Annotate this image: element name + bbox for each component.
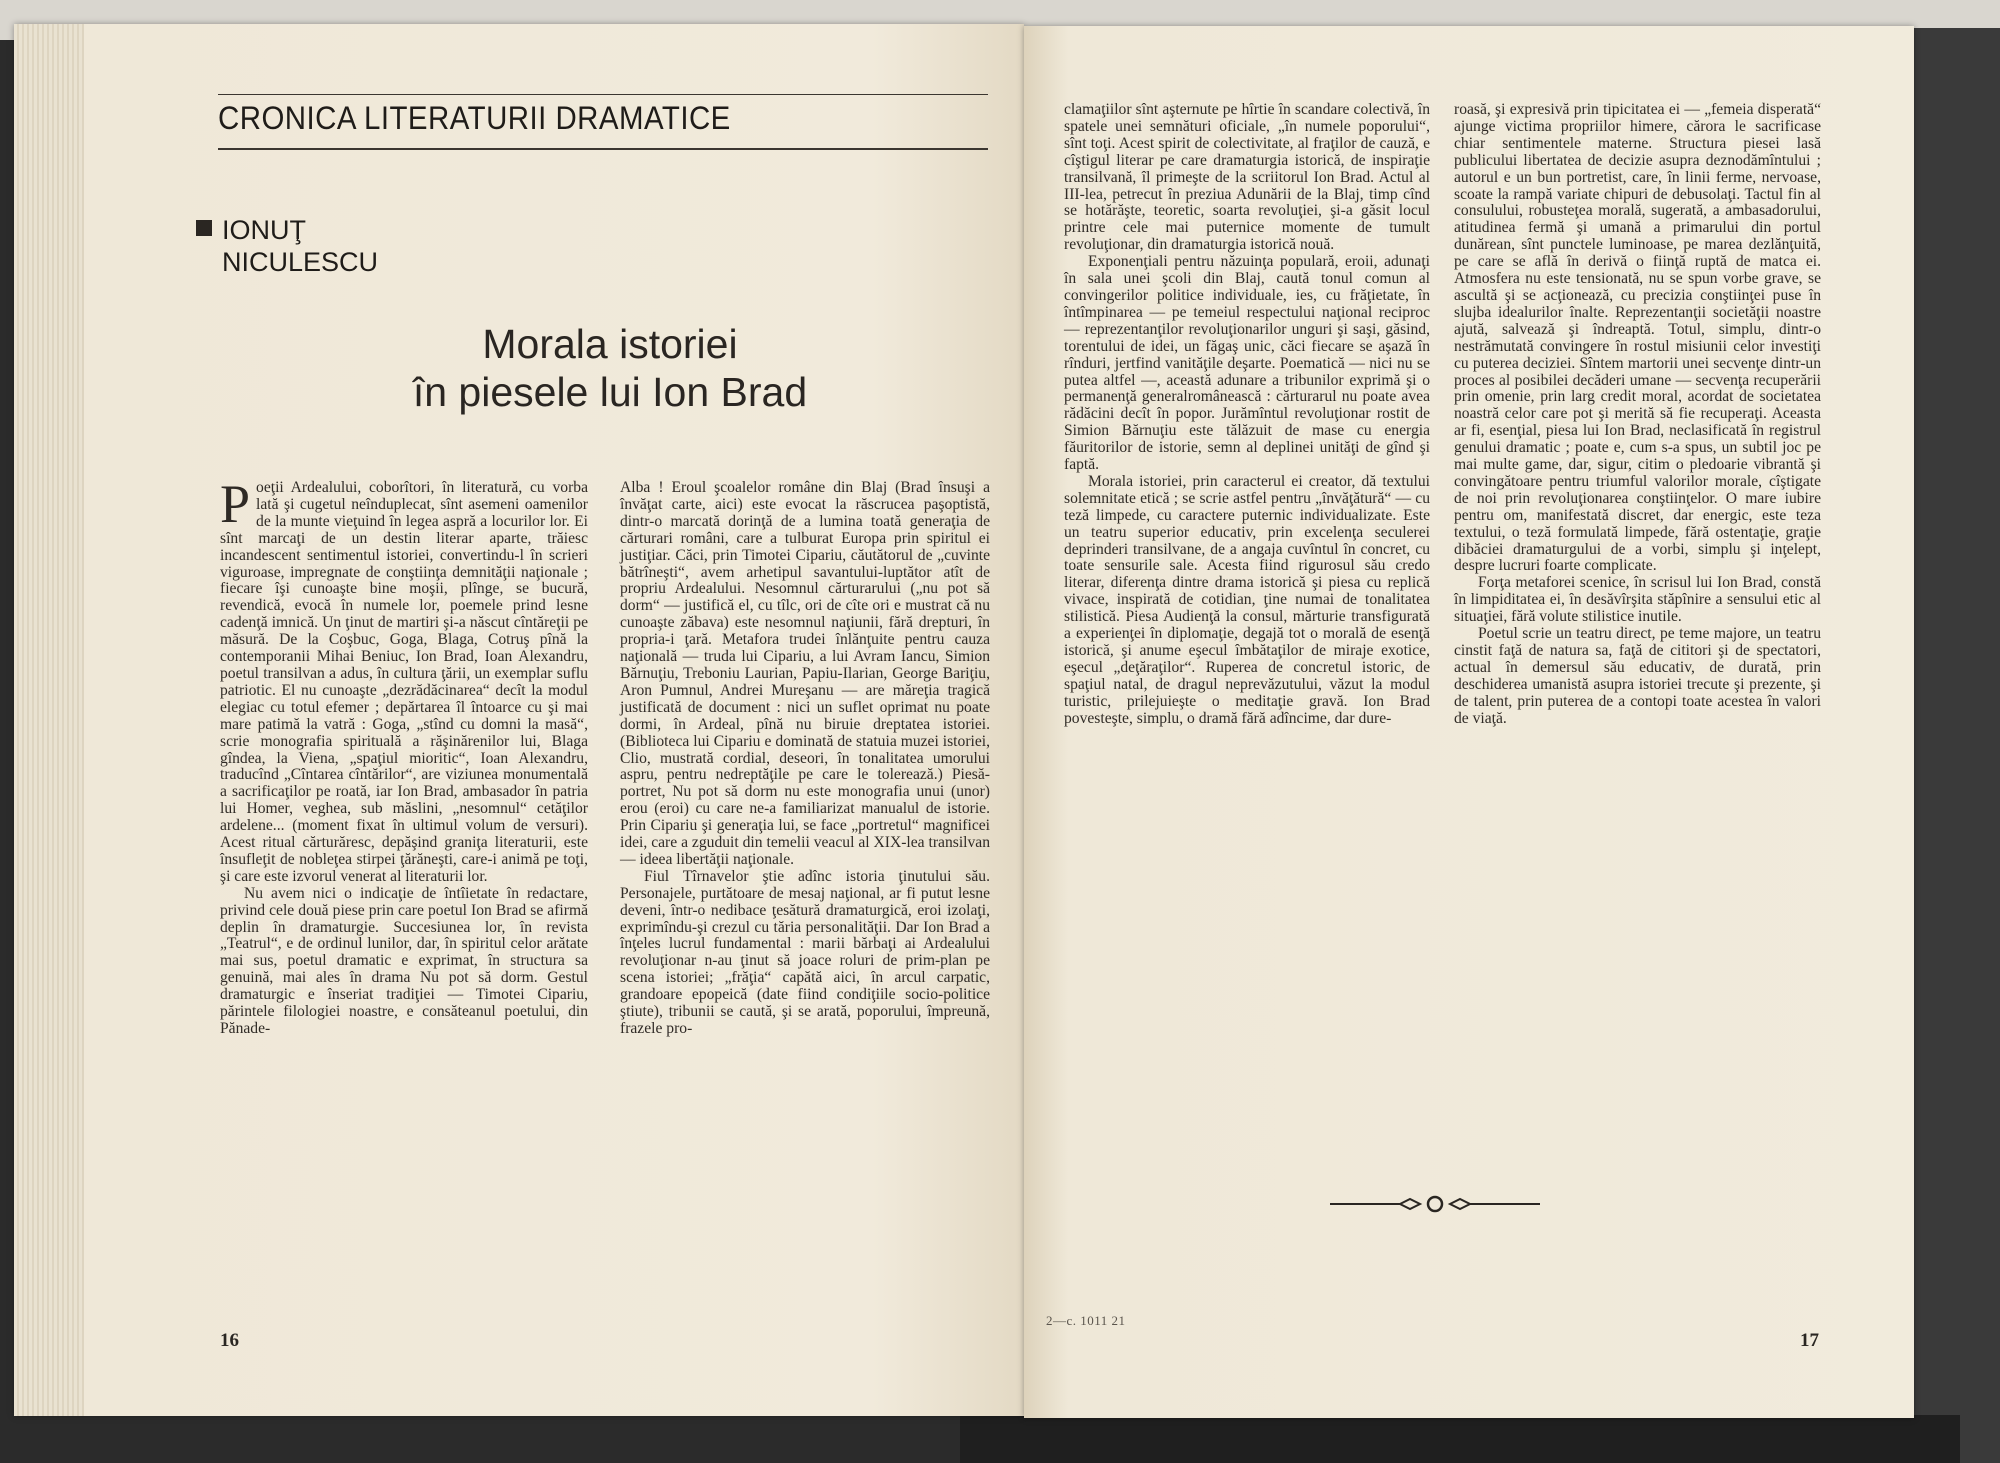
paragraph: clamaţiilor sînt aşternute pe hîrtie în scandare colectivă, în spatele unei semnături oficiale, „în numele poporului“, sînt toţi. Acest spirit de colectivitate, al fraţilor de cauză, e cîştigul literar pe care dramaturgia istorică, de inspiraţie transilvană, îl primeşte de la scriitorul Ion Brad. Actul al III-lea, petrecut în preziua Adunării de la Blaj, timp cînd se hotărăşte, teoretic, soarta revoluţiei, şi-a găsit locul printre cele mai puternice momente de tumult revoluţionar, din dramaturgia istorică nouă. [1064, 101, 1430, 254]
book-cover-edge [1900, 28, 2000, 1463]
paragraph: Morala istoriei, prin caracterul ei creator, dă textului solemnitate etică ; se scrie astfel pentru „învăţătură“ — cu teză limpede, cu caractere puternic individualizate. Este un teatru superior educativ, prin excelenţa seculerei deprinderi transilvane, de a angaja cuvîntul în concret, cu toate sensurile sale. Acesta fiind rigurosul său credo literar, diferenţa dintre drama istorică şi piesa cu replică vivace, inspirată de cotidian, ţine numai de tonalitatea stilistică. Piesa Audienţă la consul, mărturie transfigurată a experienţei în diplomaţie, degajă tot o morală de esenţă istorică, şi anume eşecul îmbătaţilor de miraje exotice, eşecul „deţăraţilor“. Ruperea de concretul istoric, de spaţiul natal, de dragul neprevăzutului, văzut la modul turistic, prilejuieşte o meditaţie gravă. Ion Brad povesteşte, simplu, o dramă fără adîncime, dar dure- [1064, 472, 1430, 727]
drop-cap: P [220, 474, 251, 534]
author-first-name: IONUŢ [222, 215, 306, 245]
paragraph: roasă, şi expresivă prin tipicitatea ei — „femeia disperată“ ajunge victima propriilor himere, cărora le sacrificase chiar sentimentele materne. Structura piesei lasă publicului libertatea de decizie asupra deznodămîntului ; autorul e un bun portretist, care, în linii ferme, nervoase, scoate la rampă variate chipuri de debusolaţi. Tactul fin al consulului, robusteţea morală, sugerată, a ambasadorului, atitudinea fermă şi umană a primarului din portul dunărean, sînt punctele luminoase, pe marea dezlănţuită, pe care se află în derivă o fiinţă ruptă de matca ei. Atmosfera nu este tensionată, nu se spun vorbe grave, se ascultă şi se acţionează, cu precizia conştiinţei puse în slujba idealurilor înalte. Reprezentanţii societăţii noastre ajută, salvează şi îndreaptă. Totul, simplu, dintr-o nestrămutată convingere în rostul misiunii celor investiţi cu puterea deciziei. Sîntem martorii unei secvenţe dintr-un proces al posibilei decăderi umane — secvenţa recuperării prin omenie, prin larg credit moral, acordat de societatea noastră celor care pot şi merită să fie recuperaţi. Aceasta ar fi, esenţial, piesa lui Ion Brad, neclasificată în registrul genului dramatic ; poate e, cum s-a spus, un subtil joc pe mai multe game, dar, sigur, citim o pledoarie vibrantă şi convingătoare pentru triumful valorilor morale, cîştigate de noi prin revoluţionarea conştiinţelor. O mare iubire pentru om, manifestată discret, dar energic, este teza textului, o teză formulată limpede, fără ostentaţie, graţie dibăciei dramaturgului de a vorbi, simplu şi inţelept, despre lucruri foarte complicate. [1454, 101, 1821, 575]
section-title: CRONICA LITERATURII DRAMATICE [218, 100, 731, 136]
author-bullet-icon [196, 220, 212, 236]
page-number-left: 16 [220, 1330, 239, 1351]
right-column-2 [1454, 102, 1821, 728]
left-column-1 [220, 474, 588, 1038]
article-title-line2: în piesele lui Ion Brad [412, 369, 808, 415]
left-column-2 [620, 480, 990, 1038]
paragraph: Nu avem nici o indicaţie de întîietate în redactare, privind cele două piese prin care poetul Ion Brad se afirmă deplin în dramaturgie. Succesiunea lor, în revista „Teatrul“, e de ordinul lunilor, dar, în spiritul celor arătate mai sus, poetul dramatic e exprimat, în structura sa genuină, mai ales în drama Nu pot să dorm. Gestul dramaturgic e înseriat tradiţiei — Timotei Cipariu, părintele filologiei noastre, e consăteanul poetului, din Pănade- [220, 884, 588, 1037]
paragraph: Exponenţiali pentru năzuinţa populară, eroii, adunaţi în sala unei şcoli din Blaj, caută tonul comun al convingerilor politice individuale, ies, cu frăţietate, în întîmpinarea — pe temeiul respectului naţional reciproc — reprezentanţilor revoluţionarilor unguri şi saşi, găsind, torentului de idei, un făgaş unic, căci fiecare se aşază în rînduri, jertfind vanităţile deşarte. Poematică — nici nu se putea altfel —, această adunare a tribunilor exprimă şi o permanenţă generalromânească : cărturarul nu poate avea rădăcini decît în popor. Jurămîntul revoluţionar rostit de Simion Bărnuţiu este tălăzuit de mase cu energia făuritorilor de istorie, semn al deplinei unităţi de gînd şi faptă. [1064, 253, 1430, 474]
page-stack-edge [14, 24, 84, 1416]
printer-code: 2—c. 1011 21 [1046, 1313, 1126, 1328]
paragraph: Forţa metaforei scenice, în scrisul lui Ion Brad, constă în limpiditatea ei, în desăvîrşita stăpînire a sensului etic al situaţiei, fără volute stilistice inutile. [1454, 574, 1821, 626]
paragraph: Fiul Tîrnavelor ştie adînc istoria ţinutului său. Personajele, purtătoare de mesaj naţional, ar fi putut lesne deveni, într-o nedibace ţesătură dramaturgică, eroi izolaţi, exprimîndu-şi crezul cu tăria personalităţii. Dar Ion Brad a înţeles lucrul fundamental : marii bărbaţi ai Ardealului revoluţionar n-au ţinut să joace roluri de prim-plan pe scena istoriei; „frăţia“ capătă aici, în arcul carpatic, grandoare epopeică (date fiind condiţiile socio-politice ştiute), tribunii se caută, şi se arată, poporului, împreună, frazele pro- [620, 867, 990, 1037]
author-last-name: NICULESCU [222, 247, 379, 277]
article-title [380, 320, 840, 416]
author-name [222, 214, 378, 278]
paragraph: Poeţii Ardealului, coborîtori, în literatură, cu vorba lată şi cugetul neînduplecat, sînt asemeni oamenilor de la munte vieţuind în legea aspră a locurilor lor. Ei sînt marcaţi de un destin literar aparte, trăiesc incandescent sentimentul istoriei, convertindu-l în scrieri viguroase, impregnate de conştiinţa demnităţii naţionale ; fiecare îşi cunoaşte bine moşii, plînge, se bucură, revendică, evocă în numele lor, poemele prind lesne cadenţă imnică. Un ţinut de martiri şi-a născut cîntăreţii pe măsură. De la Coşbuc, Goga, Blaga, Cotruş pînă la contemporanii Mihai Beniuc, Ion Brad, Ioan Alexandru, poetul transilvan a adus, în cultura ţării, un exemplar suflu patriotic. El nu cunoaşte „dezrădăcinarea“ decît la modul elegiac cu totul efemer ; depărtarea îl întoarce cu şi mai mare patimă la vatră : Goga, „stînd cu domni la masă“, scrie monografia spirituală a răşinărenilor lui, Blaga gîndea, la Viena, „spaţiul mioritic“, Ioan Alexandru, traducînd „Cîntarea cîntărilor“, are viziunea monumentală a sacrificaţilor pe roată, iar Ion Brad, ambasador în patria lui Homer, veghea, sub măslini, „nesomnul“ cetăţilor ardelene... (moment fixat în ultimul volum de versuri). Acest ritual cărturăresc, depăşind graniţa literaturii, este însufleţit de nobleţea stirpei ţărăneşti, care-i animă pe toţi, şi care este izvorul venerat al literaturii lor. [220, 474, 588, 885]
paragraph: Poetul scrie un teatru direct, pe teme majore, un teatru cinstit faţă de natura sa, faţă de cititori şi de spectatori, actual în demersul său educativ, de durată, prin deschiderea umanistă asupra istoriei trecute şi prezente, şi de talent, prin puterea de a contopi toate acestea în valori de viaţă. [1454, 625, 1821, 727]
article-title-line1: Morala istoriei [482, 321, 738, 367]
book-cover-bottom [960, 1415, 1960, 1463]
right-column-1 [1064, 102, 1430, 728]
title-rule-top [218, 94, 988, 95]
paragraph: Alba ! Eroul şcoalelor române din Blaj (Brad însuşi a învăţat carte, aici) este evocat la răscrucea paşoptistă, dintr-o marcată dorinţă de a lumina toată generaţia de cărturari români, care a tulburat Europa prin spiritul ei justiţiar. Căci, prin Timotei Cipariu, căutătorul de „cuvinte bătrîneşti“, avem arhetipul savantului-luptător atît de propriu Ardealului. Nesomnul cărturarului („nu pot să dorm“ — justifică el, cu tîlc, ori de cîte ori e mustrat că nu cunoaşte zăbava) este nesomnul naţiunii, fără drepturi, în propria-i ţară. Metafora trudei înlănţuite pentru cauza naţională — truda lui Cipariu, a lui Avram Iancu, Simion Bărnuţiu, Treboniu Laurian, Papiu-Ilarian, George Bariţiu, Aron Pumnul, Andrei Mureşanu — are măreţia tragică justificată de document : nici un suflet oprimat nu poate dormi, în Ardeal, pînă nu biruie dreptatea istoriei. (Biblioteca lui Cipariu e dominată de statuia muzei istoriei, Clio, mustrată cordial, deseori, în tonalitatea umorului aspru, pentru nedreptăţile pe care le tolerează.) Piesă-portret, Nu pot să dorm nu este monografia unui (unor) erou (eroi) cu care ne-a familiarizat manualul de istorie. Prin Cipariu şi generaţia lui, se face „portretul“ magnificei idei, care a zguduit din temelii veacul al XIX-lea transilvan — ideea libertăţii naţionale. [620, 479, 990, 868]
title-rule-bottom [218, 148, 988, 150]
end-ornament-icon [1330, 1193, 1540, 1215]
page-number-right: 17 [1800, 1330, 1819, 1351]
